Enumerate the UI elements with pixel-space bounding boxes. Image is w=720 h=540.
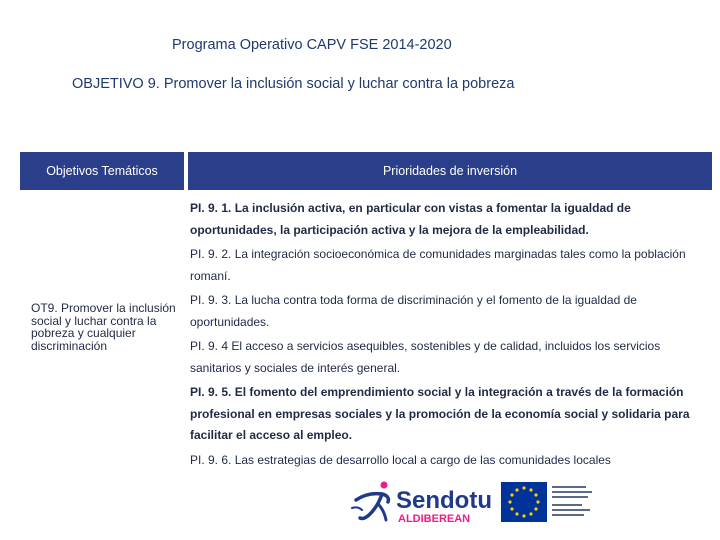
logo-graphic bbox=[348, 478, 600, 526]
page-title: Programa Operativo CAPV FSE 2014-2020 bbox=[172, 37, 452, 53]
table-header bbox=[20, 152, 720, 190]
person-swirl-icon bbox=[352, 482, 388, 521]
priority-item: PI. 9. 1. La inclusión activa, en particular con vistas a fomentar la igualdad de oportunidades, la participación activa y la mejora de la empleabilidad. bbox=[190, 201, 631, 237]
priority-item: PI. 9. 6. Las estrategias de desarrollo local a cargo de las comunidades locales bbox=[190, 452, 611, 467]
priorities-list bbox=[190, 198, 695, 474]
priority-item: PI. 9. 5. El fomento del emprendimiento social y la integración a través de la formación profesional en empresas sociales y la promoción de la economía social y solidaria para facilitar el acceso al empleo. bbox=[190, 385, 690, 442]
priority-item: PI. 9. 4 El acceso a servicios asequibles, sostenibles y de calidad, incluidos los servicios sanitarios y sociales de interés general. bbox=[190, 339, 661, 375]
sendotu-eu-logo bbox=[348, 478, 600, 526]
brand-tagline: ALDIBEREAN bbox=[398, 513, 471, 525]
eu-fund-text-lines bbox=[552, 486, 592, 516]
priority-item: PI. 9. 3. La lucha contra toda forma de discriminación y el fomento de la igualdad de oportunidades. bbox=[190, 293, 637, 329]
objective-subtitle: OBJETIVO 9. Promover la inclusión social y luchar contra la pobreza bbox=[72, 76, 515, 92]
header-thematic-objectives: Objetivos Temáticos bbox=[20, 152, 184, 190]
eu-flag-icon bbox=[501, 482, 547, 522]
thematic-objective-cell: OT9. Promover la inclusión social y luchar contra la pobreza y cualquier discriminación bbox=[31, 301, 176, 353]
brand-name: Sendotu bbox=[396, 487, 492, 514]
priority-item: PI. 9. 2. La integración socioeconómica de comunidades marginadas tales como la población romaní. bbox=[190, 247, 686, 283]
header-investment-priorities: Prioridades de inversión bbox=[188, 152, 712, 190]
